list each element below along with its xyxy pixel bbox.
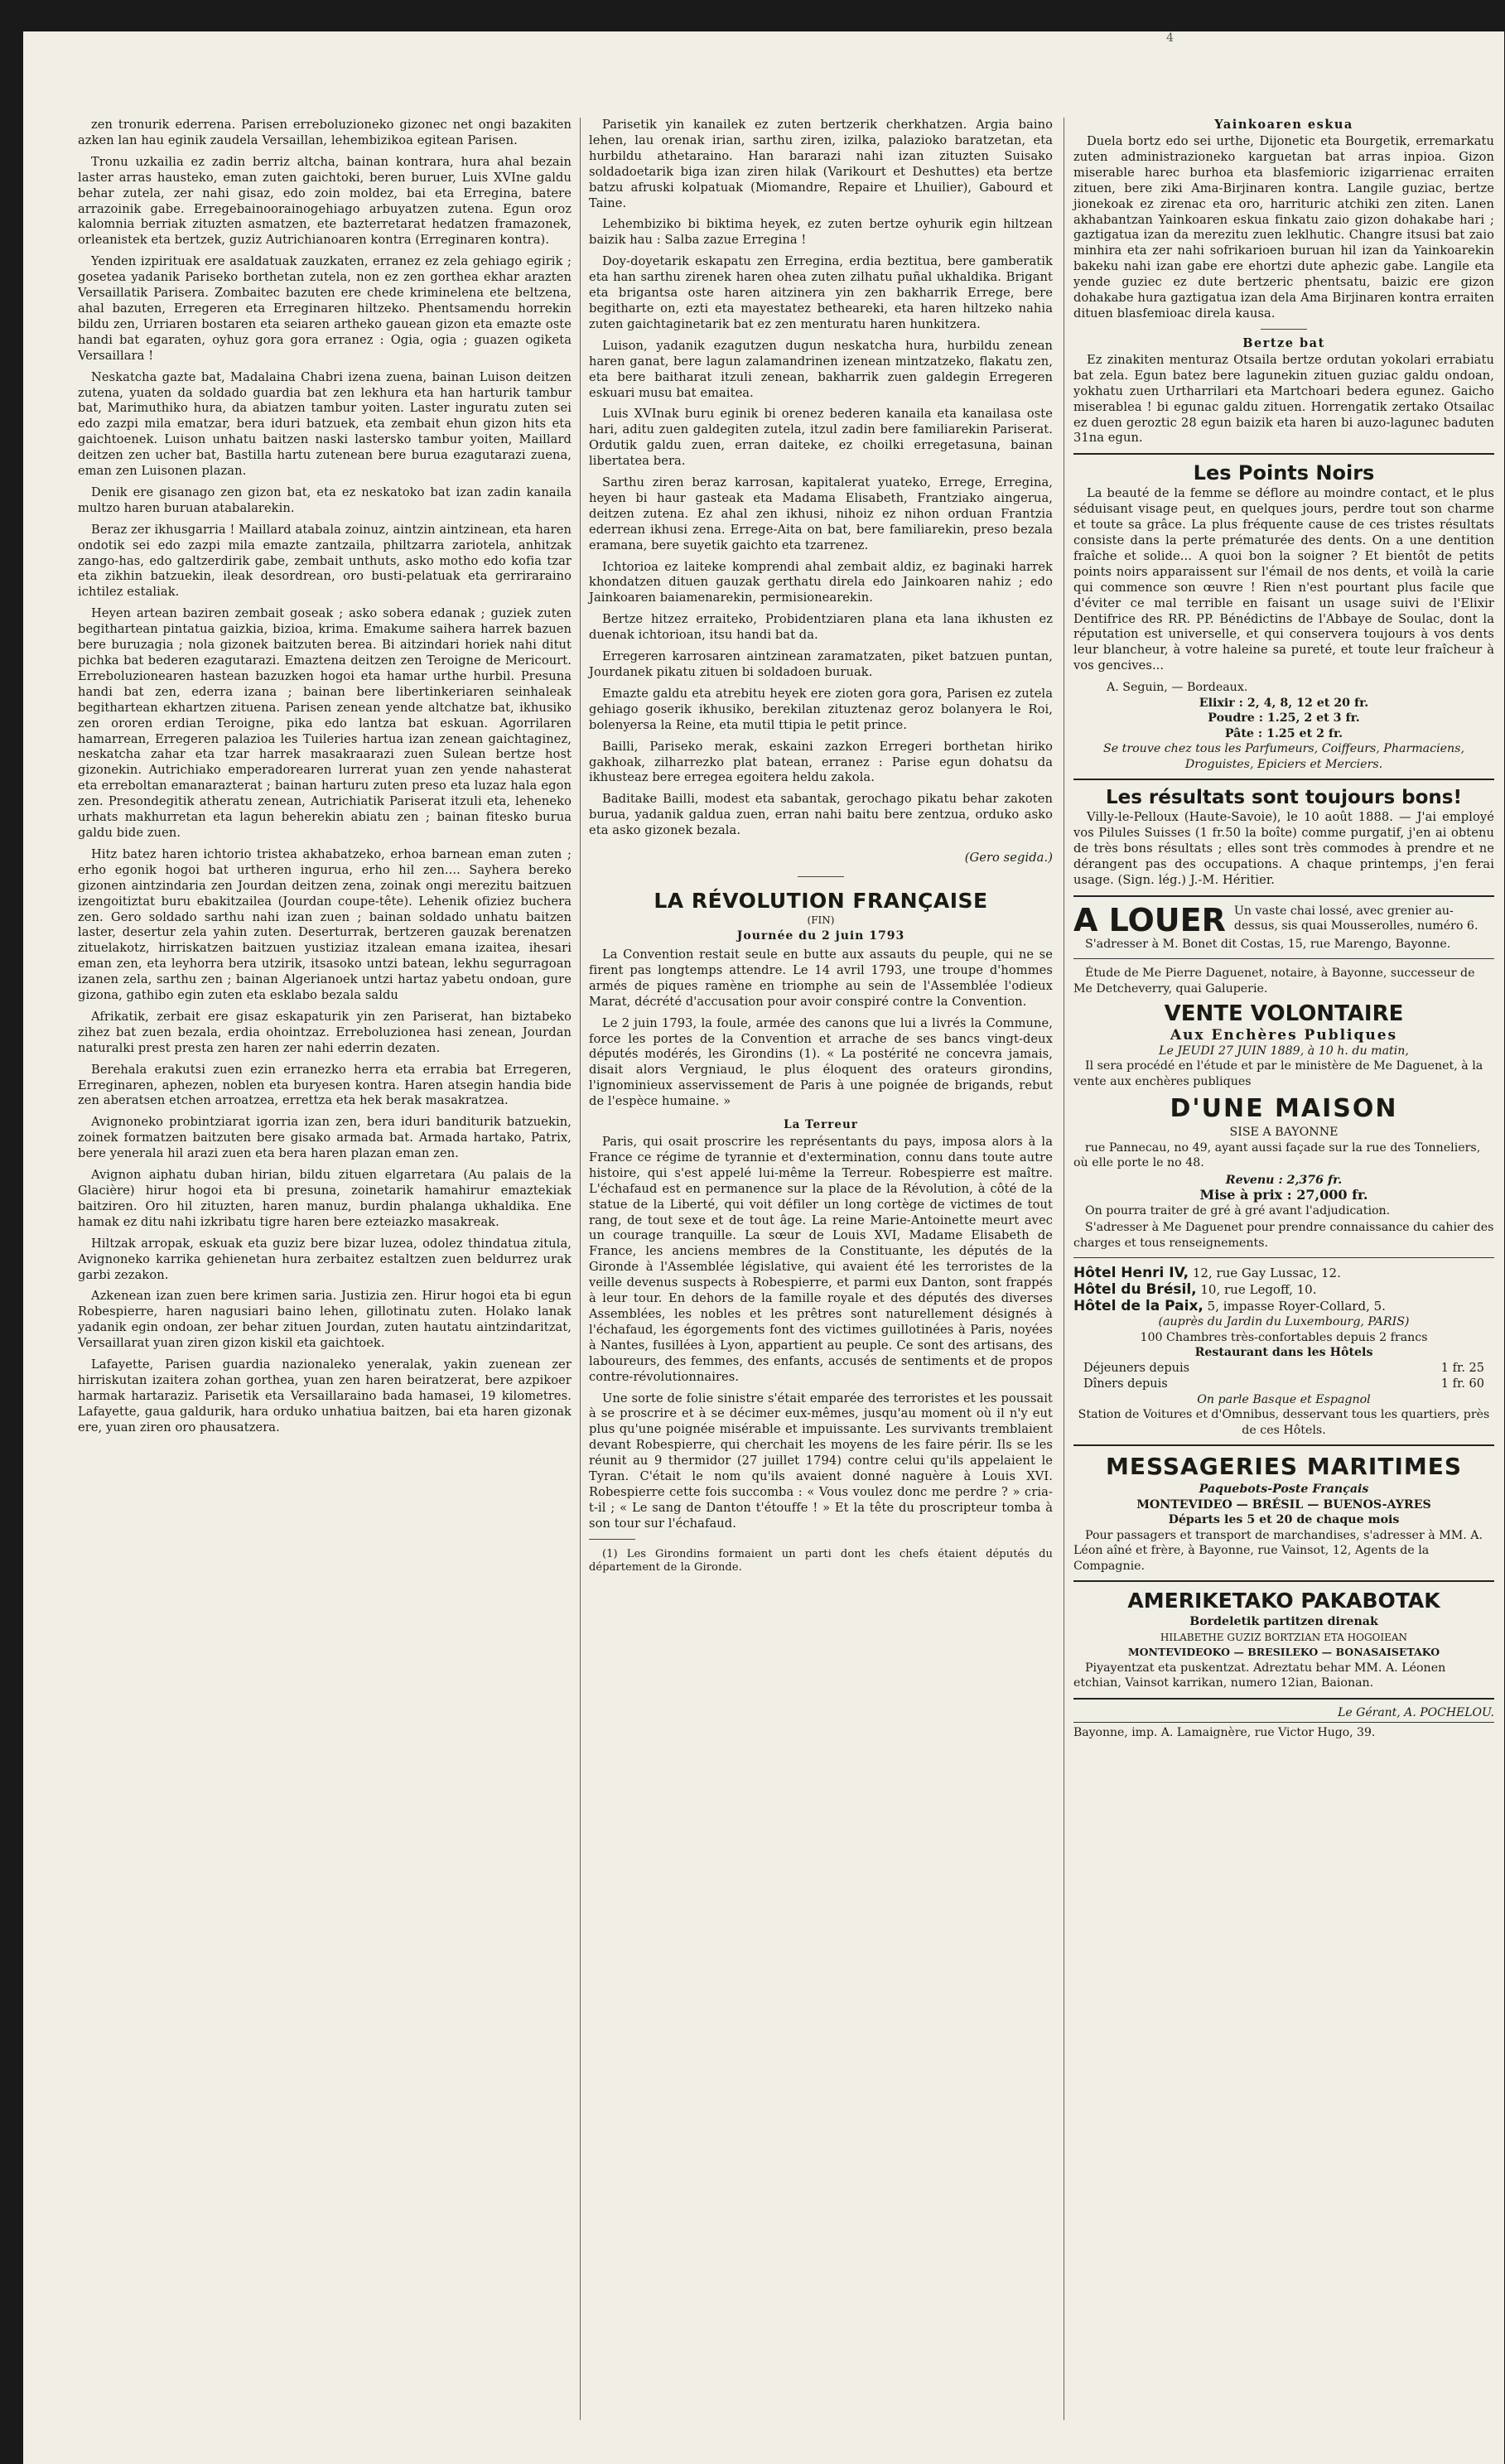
column-ads <box>1073 118 1494 1739</box>
paragraph: Denik ere gisanago zen gizon bat, eta ez neskatoko bat izan zadin kanaila multzo haren buruan atabalarekin. <box>78 485 572 515</box>
resto-note: On parle Basque et Espagnol <box>1197 1392 1371 1406</box>
price-line: Poudre : 1.25, 2 et 3 fr. <box>1208 711 1360 726</box>
vente-date: Le JEUDI 27 JUIN 1889, à 10 h. du matin, <box>1159 1044 1409 1058</box>
revenu: Revenu : 2,376 fr. <box>1225 1173 1343 1187</box>
paragraph: Berehala erakutsi zuen ezin erranezko herra eta errabia bat Erregeren, Erreginaren, aphezen, noblen eta buryesen kontra. Haren atsegin handia bide zen aberatsen etchen arroatzea, errettza eta hek berak masakratzea. <box>78 1062 572 1108</box>
points-where: Se trouve chez tous les Parfumeurs, Coiffeurs, Pharmaciens, Droguistes, Epiciers et Merciers. <box>1103 742 1464 771</box>
paragraph: Une sorte de folie sinistre s'était emparée des terroristes et les poussait à se proscrire et à se décimer eux-mêmes, jusqu'au moment où il n'y eut plus qu'une poignée misérable et impuissante. Les survivants tremblaient devant Robespierre, qui cherchait les moyens de les faire périr. Ils se les réunit au 9 thermidor (27 juillet 1794) contre celui qu'ils appelaient le Tyran. C'était le nom qu'ils avaient donné naguère à Louis XVI. Robespierre cette fois succomba : « Vous voulez donc me perdre ? » cria-t-il ; « Le sang de Danton t'étouffe ! » Et la tête du proscripteur tomba à son tour sur l'échafaud. <box>589 1391 1053 1531</box>
page-number: 4 <box>1166 31 1174 45</box>
divider <box>1261 329 1307 330</box>
paragraph: Parisetik yin kanailek ez zuten bertzerik cherkhatzen. Argia baino lehen, lau orenak irian, sarthu ziren, izilka, palazioko baratzetan, eta hurbildu athetaraino. Han bararazi nahi izan zituzten Suisako soldadoetarik bigа izan ziren hilak (Varikourt et Deshuttes) eta bertze batzu afruski kolpatuak (Miomandre, Repaire et Lhuilier), Gabourd et Taine. <box>589 118 1053 210</box>
messageries-text: Pour passagers et transport de marchandises, s'adresser à MM. A. Léon aîné et frère, à Bayonne, rue Vainsot, 12, Agents de la Compagnie. <box>1073 1528 1483 1573</box>
column-rule-1 <box>580 118 581 2420</box>
paragraph: La Convention restait seule en butte aux assauts du peuple, qui ne se firent pas longtemps attendre. Le 14 avril 1793, une troupe d'hommes armés de piques ramène en triomphe au sein de l'Assemblée l'odieux Marat, décrété d'accusation pour avoir conspiré contre la Convention. <box>589 947 1053 1009</box>
ad-title: Bertze bat <box>1242 335 1325 350</box>
hotels-list <box>1073 1265 1494 1314</box>
ad-title: Yainkoaren eskua <box>1214 118 1353 132</box>
paragraph: Baditake Bailli, modest eta sabantak, gerochago pikatu behar zakoten buruа, yadanik galdua zuen, erran nahi baitu bere zentzua, orduko asko eta asko gizonek bezala. <box>589 792 1053 838</box>
paragraph: Yenden izpirituak ere asaldatuak zauzkaten, erranez ez zela gehiago egirik ; gosetea yadanik Pariseko borthetan zutela, non ez zen gorthea ekhar arazten Versaillatik Parisera. Zombaitec bazuten ere chede kriminelena ete beltzena, ahal bazuten, Erregeren eta Erreginaren hiltzeko. Phentsamendu horrekin bildu zen, Urriaren bostaren eta seiaren artheko gauean gizon eta emazte oste handi bat egaraten, oyhuz gora gora erranez : Ogia, ogia ; guazen ogiketa Versaillara ! <box>78 254 572 363</box>
messageries-route: MONTEVIDEO — BRÉSIL — BUENOS-AYRES <box>1136 1497 1431 1512</box>
ameriketako-line: HILABETHE GUZIZ BORTZIAN ETA HOGOIEAN <box>1160 1631 1408 1643</box>
points-noirs-title: Les Points Noirs <box>1193 461 1375 485</box>
price-line: Pâte : 1.25 et 2 fr. <box>1224 726 1343 740</box>
paragraph: Ez zinakiten menturaz Otsaila bertze ordutan yokolari errabiatu bat zela. Egun batez bere lagunekin zituen guziac galdu ondoan, yokhatu zuen Urtharrilari eta Martchoari bedera egunez. Gaicho miserablea ! bi egunac galdu zituen. Horrengatik zertako Otsailac ez duen geroztic 28 egun baizik eta haren bi auzo-lagunec baduten 31na egun. <box>1073 352 1494 446</box>
vente-text2: On pourra traiter de gré à gré avant l'adjudication. <box>1085 1203 1391 1218</box>
ameriketako-route: MONTEVIDEOKO — BRESILEKO — BONASAISETAKO <box>1127 1646 1440 1659</box>
divider <box>1073 895 1494 897</box>
divider <box>1073 1444 1494 1446</box>
footnote: (1) Les Girondins formaient un parti dont les chefs étaient députés du département de la Gironde. <box>589 1547 1053 1574</box>
divider <box>589 1539 635 1540</box>
vente-sub: Aux Enchères Publiques <box>1170 1027 1398 1044</box>
divider <box>1073 958 1494 959</box>
newspaper-page <box>23 31 1504 2464</box>
price-line: Elixir : 2, 4, 8, 12 et 20 fr. <box>1199 696 1369 710</box>
hotel-row: Hôtel du Brésil, 10, rue Legoff, 10. <box>1073 1281 1317 1299</box>
paragraph: Afrikatik, zerbait ere gisaz eskapaturik yin zen Pariserat, han biztabeko zihez bat zuen bezala, erdia ohointzaz. Erreboluzionea hasi zenean, Jourdan naturalki prest presta zen haren zer nahi ederrin dezaten. <box>78 1009 572 1055</box>
paragraph: Le 2 juin 1793, la foule, armée des canons que lui a livrés la Commune, force les portes de la Convention et arrache de ses bancs vingt-deux députés modérés, les Girondins (1). « La postérité ne concevra jamais, disait alors Vergniaud, le plus éloquent des orateurs girondins, l'ignominieux asservissement de Paris à une poignée de brigands, rebut de l'espèce humaine. » <box>589 1015 1053 1109</box>
revolution-title: LA RÉVOLUTION FRANÇAISE <box>654 888 988 913</box>
paragraph: Tronu uzkailia ez zadin berriz altcha, bainan kontrara, hura ahal bezain laster arras hausteko, eman zuten gaichtoki, beren buruer, Luis XVIne galdu behar zutela, zer nahi gisaz, edo zoin moldez, bai eta Erregina, batere arrazoinik gabe. Erregebainoorainogehiago arbuyatzen zutena. Egun oroz kalomnia berriak zituzten asmatzen, ete bazterretarat hedatzen framazonek, orleanistek eta bertzek, guziz Autrichianoaren kontra (Erreginaren kontra). <box>78 154 572 248</box>
paragraph: Bailli, Pariseko merak, eskaini zazkon Erregeri borthetan hiriko gakhoak, zilharrezko plat batean, erranez : Parise egun dohatsu da ikhusteaz bere erregea egoitera heldu zakola. <box>589 739 1053 785</box>
divider <box>1073 1580 1494 1582</box>
column-basque-story-part1 <box>78 118 572 1442</box>
paragraph: Bertze hitzez erraiteko, Probidentziaren plana eta lana ikhusten ez duenak ichtorioan, itsu handi bat da. <box>589 612 1053 643</box>
paragraph: Duela bortz edo sei urthe, Dijonetic eta Bourgetik, erremarkatu zuten administrazioneko karguetan bat arras inpioa. Gizon miserable harec burhoa eta blasfemioric izigarrienac erraiten zituen, bere ziki Ama-Birjinaren kontra. Langile guziac, bertze jionekoak ez zirenac eta oro, harrituric atchiki zen ziten. Lanen akhabantzan Yainkoaren eskua finkatu zaio gizon dohakabe hari ; gaztigatua izan da merezitu zuen leklhutic. Changre itsusi bat zaio minhira eta zer nahi sofrikarioen buruan hil izan da Yainkoarekin bakeku nahi izan gabe ere ehortzi dute aphezic gabe. Langile eta yende guziec ez dute bertzeric phentsatu, baizic ere gizon dohakabe hura gaztigatua izan dela Ama Birjinaren kontra erraiten dituen blasfemioac direla kausa. <box>1073 134 1494 321</box>
vente-text: Il sera procédé en l'étude et par le ministère de Me Daguenet, à la vente aux enchères publiques <box>1073 1059 1483 1088</box>
a-louer-ad <box>1073 901 1494 938</box>
ameriketako-sub: Bordeletik partitzen direnak <box>1189 1615 1378 1629</box>
messageries-departs: Départs les 5 et 20 de chaque mois <box>1168 1513 1400 1527</box>
paragraph: Hiltzak arropak, eskuak eta guziz bere bizar luzea, odolez thindatua zitula, Avignoneko karrika gehienetan hura zerbaitez estaltzen zuen beldurrez urak garbi zezakon. <box>78 1236 572 1282</box>
section-title: La Terreur <box>784 1118 858 1132</box>
vente-title: VENTE VOLONTAIRE <box>1164 1001 1404 1027</box>
paragraph: Beraz zer ikhusgarria ! Maillard atabala zoinuz, aintzin aintzinean, eta haren ondotik sei edo zazpi mila emazte zantzaila, philtzarra zariotela, anhitzak zango-has, edo galtzerdirik gabe, zembait unthuts, asko motho edo kofia tzar eta zikhin batzuekin, ileak desordrean, oro busti-pelatuak eta gerriraraino ichtilez estaliak. <box>78 522 572 600</box>
maison-title: D'UNE MAISON <box>1170 1094 1398 1124</box>
points-sign: A. Seguin, — Bordeaux. <box>1107 681 1248 695</box>
ameriketako-title: AMERIKETAKO PAKABOTAK <box>1127 1589 1440 1613</box>
paragraph: Luison, yadanik ezagutzen dugun neskatcha hura, hurbildu zenean haren ganat, bere lagun zalamandrinen izenean mintzatzeko, flakatu zen, eta bere baitharat itzuli zenean, bakharrik zuen galdegin Erregeren eskuari musu bat emaitea. <box>589 338 1053 400</box>
maison-sise: SISE A BAYONNE <box>1229 1126 1339 1140</box>
vente-text3: S'adresser à Me Daguenet pour prendre connaissance du cahier des charges et tous renseignements. <box>1073 1221 1494 1250</box>
paragraph: Lehembiziko bi biktima heyek, ez zuten bertze oyhurik egin hiltzean baizik hau : Salba zazue Erregina ! <box>589 217 1053 248</box>
messageries-sub: Paquebots-Poste Français <box>1199 1483 1369 1497</box>
paragraph: Neskatcha gazte bat, Madalaina Chabri izena zuena, bainan Luison deitzen zutena, yuaten da soldado guardia bat zen lekhura eta han harturik tambur bat, Marimuthiko hura, da abiatzen tambur yoiten. Laster inguratu zuten sei edo zazpi mila ematzar, bera iduri batzuek, eta zembait ehun gizon hits eta gaichtoenek. Luison unhatu baitzen naski lastersko tambur yoiten, Maillard deitzen zen ucher bat, Bastilla hartu zutenean bere burua ezagutarazi zuena, eman zen Luisonen plazan. <box>78 369 572 479</box>
hotels-note2: 100 Chambres très-confortables depuis 2 francs <box>1140 1330 1428 1344</box>
paragraph: Erregeren karrosaren aintzinean zaramatzaten, piket batzuen puntan, Jourdanek pikatu zituen bi soldadoen buruak. <box>589 649 1053 679</box>
resultats-title: Les résultats sont toujours bons! <box>1105 787 1462 809</box>
paragraph: Sarthu ziren beraz karrosan, kapitalerat yuateko, Errege, Erregina, heyen bi haur gasteak eta Madama Elisabeth, Frantziako aingerua, deitzen zutena. Ez ahal zen ikhusi, nihoiz ez nihon orduan Frantzia ederrean ikhusi zena. Errege-Aita on bat, bere familiarekin, preso bezala eramana, bere suyetik gaichto eta tzarrenez. <box>589 475 1053 552</box>
paragraph: Lafayette, Parisen guardia nazionaleko yeneralak, yakin zuenean zer hirriskutan izaitera zohan gorthea, yuan zen haren beiratzerat, bere azpikoer harmak hartaraziz. Parisetik eta Versaillaraino bada hamasei, 19 kilometres. Lafayette, gaua galdurik, hara orduko unhatiua baitzen, bai eta haren gizonak ere, yuan ziren oro phausatzera. <box>78 1357 572 1435</box>
resto-note2: Station de Voitures et d'Omnibus, desservant tous les quartiers, près de ces Hôtels. <box>1078 1408 1490 1437</box>
resto-row: Déjeuners depuis 1 fr. 25 <box>1083 1361 1484 1375</box>
paragraph: La beauté de la femme se déflore au moindre contact, et le plus séduisant visage peut, en quelques jours, perdre tout son charme et toute sa grâce. La plus fréquente cause de ces tristes résultats consiste dans la perte prématurée des dents. On a une dentition fraîche et solide... A quoi bon la soigner ? Et bientôt de petits points noirs apparaissent sur l'émail de nos dents, et voilà la carie qui commence son œuvre ! Rien n'est pourtant plus facile que d'éviter ce mal terrible en faisant un usage suivi de l'Elixir Dentifrice des RR. PP. Bénédictins de l'Abbaye de Soulac, dont la réputation est universelle, et qui conservera toujours à vos dents leur blancheur, à votre haleine sa pureté, et toute leur fraîcheur à vos gencives... <box>1073 486 1494 673</box>
a-louer-address: S'adresser à M. Bonet dit Costas, 15, rue Marengo, Bayonne. <box>1085 937 1451 951</box>
paragraph: Heyen artean baziren zembait goseak ; asko sobera edanak ; guziek zuten begithartean pintatua gaizkia, bizioa, krima. Emakume saihera harrek bazuen bere buruzagia ; nola gizonek baitzuten berea. Bi aitzindari horiek nahi ditut pichka bat bederen ezagutarazi. Emaztena deitzen zen Teroigne de Mericourt. Erreboluzionearen hastean bazuzken hogoi eta hamar urthe hurbil. Presuna handi bat zen, ederra izana ; bainan bere libertinkeriaren seinhaleak begithartean ekhartzen zituena. Parisen zenean yende altchatze bat, ikhusiko zen ororen erdian Teroigne, pika edo lantza bat eskuan. Agorrilaren hamarrean, Erregeren palazioa les Tuileries hartua izan zenean gaichtaginez, neskatcha zahar eta tzar harrek masakraarazi zuen Sulean bertze host gizonekin. Autrichiako emperadorearen lurrerat yuan zen yende nahasterat eta erreboltan emanarazterat ; bainan harturu zuten preso eta luzaz hala egon zen. Presondegitik atheratu zenean, Autrichiatik Pariserat itzuli eta, leheneko urhats makhurretan eta lagun beherekin abiatu zen ; bainan fitesko burua galdu bide zuen. <box>78 606 572 840</box>
paragraph: Avignoneko probintziarat igorria izan zen, bera iduri banditurik batzuekin, zoinek formatzen baitzuten bere gisako armada bat. Armada hartako, Patrix, bere yeneralа hil arazi zuen eta bera haren plazan eman zen. <box>78 1115 572 1161</box>
revolution-date: Journée du 2 juin 1793 <box>736 928 905 943</box>
maison-text: rue Pannecau, no 49, ayant aussi façade sur la rue des Tonneliers, où elle porte le no 48. <box>1073 1140 1481 1170</box>
resto-row: Dîners depuis 1 fr. 60 <box>1083 1377 1484 1391</box>
divider <box>1073 1257 1494 1258</box>
a-louer-text: Un vaste chai lossé, avec grenier au-dessus, sis quai Mousserolles, numéro 6. <box>1233 904 1478 933</box>
paragraph: Ichtorioa ez laiteke komprendi ahal zembait aldiz, ez baginaki harrek khondatzen dituen gauzak gerthatu direla edo Jainkoaren nahiz ; edo Jainkoaren baiamenarekin, permisionearekin. <box>589 559 1053 605</box>
divider <box>1073 453 1494 455</box>
divider <box>798 876 844 877</box>
imprint: Bayonne, imp. A. Lamaignère, rue Victor Hugo, 39. <box>1073 1725 1376 1739</box>
ameriketako-text: Piyayentzat eta puskentzat. Adreztatu behar MM. A. Léonen etchian, Vainsot karrikan, numero 12ian, Baionan. <box>1073 1661 1446 1690</box>
column-story-and-revolution <box>589 118 1053 1580</box>
paragraph: Azkenean izan zuen bere krimen saria. Justizia zen. Hirur hogoi eta bi egun Robespierre, haren nagusiari baino lehen, gillotinatu zuten. Holako lanak yadanik egin ondoan, zer behar zituen Jourdan, zuten hautatu aintzindaritzat, Versaillarat yuan ziren gizon kiskil eta gaichtoek. <box>78 1289 572 1351</box>
paragraph: zen tronurik ederrena. Parisen erreboluzioneko gizonec net ongi bazakiten azken lan hau eginik zaudela Versaillan, lehembizikoa egitean Parisen. <box>78 118 572 147</box>
paragraph: Villy-le-Pelloux (Haute-Savoie), le 10 août 1888. — J'ai employé vos Pilules Suisses (1 fr.50 la boîte) comme purgatif, j'en ai obtenu de très bons résultats ; elles sont très commodes à prendre et ne dérangent pas des occupations. A chaque printemps, j'en ferai usage. (Sign. lég.) J.-M. Héritier. <box>1073 810 1494 887</box>
paragraph: Paris, qui osait proscrire les représentants du pays, imposa alors à la France ce régime de tyrannie et d'extermination, connu dans toute autre histoire, qui s'est appelé lui-même la Terreur. Robespierre est maître. L'échafaud est en permanence sur la place de la Révolution, à côté de la statue de la Liberté, qui voit défiler un long cortège de victimes de tout rang, de tout sexe et de tout âge. La reine Marie-Antoinette meurt avec un courage tranquille. La sœur de Louis XVI, Madame Elisabeth de France, les anciens membres de la Constituante, les députés de la Gironde à l'Assemblée législative, qui avaient été les terroristes de la veille devenus suspects à Robespierre, et parmi eux Danton, sont frappés à leur tour. En dehors de la famille royale et des députés des diverses Assemblées, les nobles et les prêtres sont naturellement désignés à l'échafaud, les égorgements font des victimes guillotinées à Paris, noyées à Nantes, fusillées à Lyon, appartient au peuple. Ce sont des artisans, des laboureurs, des femmes, des enfants, accusés de sentiments et de propos contre-révolutionnaires. <box>589 1135 1053 1384</box>
revolution-fin: (FIN) <box>807 914 835 926</box>
hotel-row: Hôtel de la Paix, 5, impasse Royer-Collard, 5. <box>1073 1298 1386 1315</box>
paragraph: Hitz batez haren ichtorio tristea akhabatzeko, erhoa barnean eman zuten ; erho egonik hogoi bat urtheren ingurua, erho hil zen.... Sayhera bereko gizonen aintzindaria zen Jourdan deitzen zena, zoinak ongi merezitu baitzuen izengoitiztat buru ebakitzailea (Jourdan coupe-tête). Lehenik ofiziez buchera zen. Gero soldado sarthu nahi izan zuen ; bainan soldado unhatu baitzen laster, desertur zela yahin zuten. Deserturrak, bertzeren gauzak berenatzen zituelakotz, hirriskatzen baitzuen yustiziaz itzalean emana izaitea, ihesari eman zen, eta leyhorra bera utzirik, itsasoko untzi batean, lekhu segurragoan izanen zela, sarthu zen ; bainan Algerianoek untzi hartaz yabetu ondoan, gure gizona, gathibo egin zuten eta esklabo bezala saldu <box>78 846 572 1003</box>
paragraph: Doy-doyetarik eskapatu zen Erregina, erdia beztitua, bere gamberatik eta han sarthu zirenek haren ohea zuten zilhatu puñal ukhaldika. Brigant eta brigantsa oste haren aitzinera yin zen bakharrik Errege, bere begitharte on, ezti eta mayestatez betheareki, eta haren hiltzeko nahia zuten gaichtaginetarik bat ez zen menturatu haren hunkitzera. <box>589 254 1053 331</box>
hotel-row: Hôtel Henri IV, 12, rue Gay Lussac, 12. <box>1073 1265 1341 1282</box>
paragraph: Avignon aiphatu duban hirian, bildu zituen elgarretara (Au palais de la Glacière) hirur hogoi eta bi presuna, zoinetarik hamahirur emaztekiak baitziren. Oro hil zituzten, haren manuz, burdin phalanga ukhaldika. Ene hamak ez ditu nahi izkribatu tigre haren bere ezteiazko masakreak. <box>78 1168 572 1229</box>
hotels-note: (auprès du Jardin du Luxembourg, PARIS) <box>1158 1315 1410 1329</box>
divider <box>1073 1698 1494 1700</box>
paragraph: Luis XVInak buru eginik bi orenez bederen kanaila eta kanailasa oste hari, aditu zuen galdegiten zutela, itzul zadin bere familiarekin Pariserat. Ordutik galdu zuen, erran daiteke, ez choilki erregetasuna, bainan libertatea bera. <box>589 407 1053 469</box>
gerant: Le Gérant, A. POCHELOU. <box>1338 1705 1494 1719</box>
paragraph: Emazte galdu eta atrebitu heyek ere zioten gora gora, Parisen ez zutela gehiago goserik ikhusiko, berekilan zituztenaz geroz bolanyera le Roi, bolenyersa la Reine, eta mutil ttipia le petit prince. <box>589 686 1053 732</box>
divider <box>1073 1722 1494 1723</box>
messageries-title: MESSAGERIES MARITIMES <box>1105 1453 1463 1481</box>
a-louer-title: A LOUER <box>1073 901 1226 938</box>
divider <box>1073 779 1494 780</box>
to-be-continued: (Gero segida.) <box>964 851 1053 866</box>
mise-a-prix: Mise à prix : 27,000 fr. <box>1199 1187 1368 1203</box>
resto-title: Restaurant dans les Hôtels <box>1194 1346 1373 1360</box>
etude-notaire: Étude de Me Pierre Daguenet, notaire, à Bayonne, successeur de Me Detcheverry, quai Galuperie. <box>1073 967 1475 996</box>
